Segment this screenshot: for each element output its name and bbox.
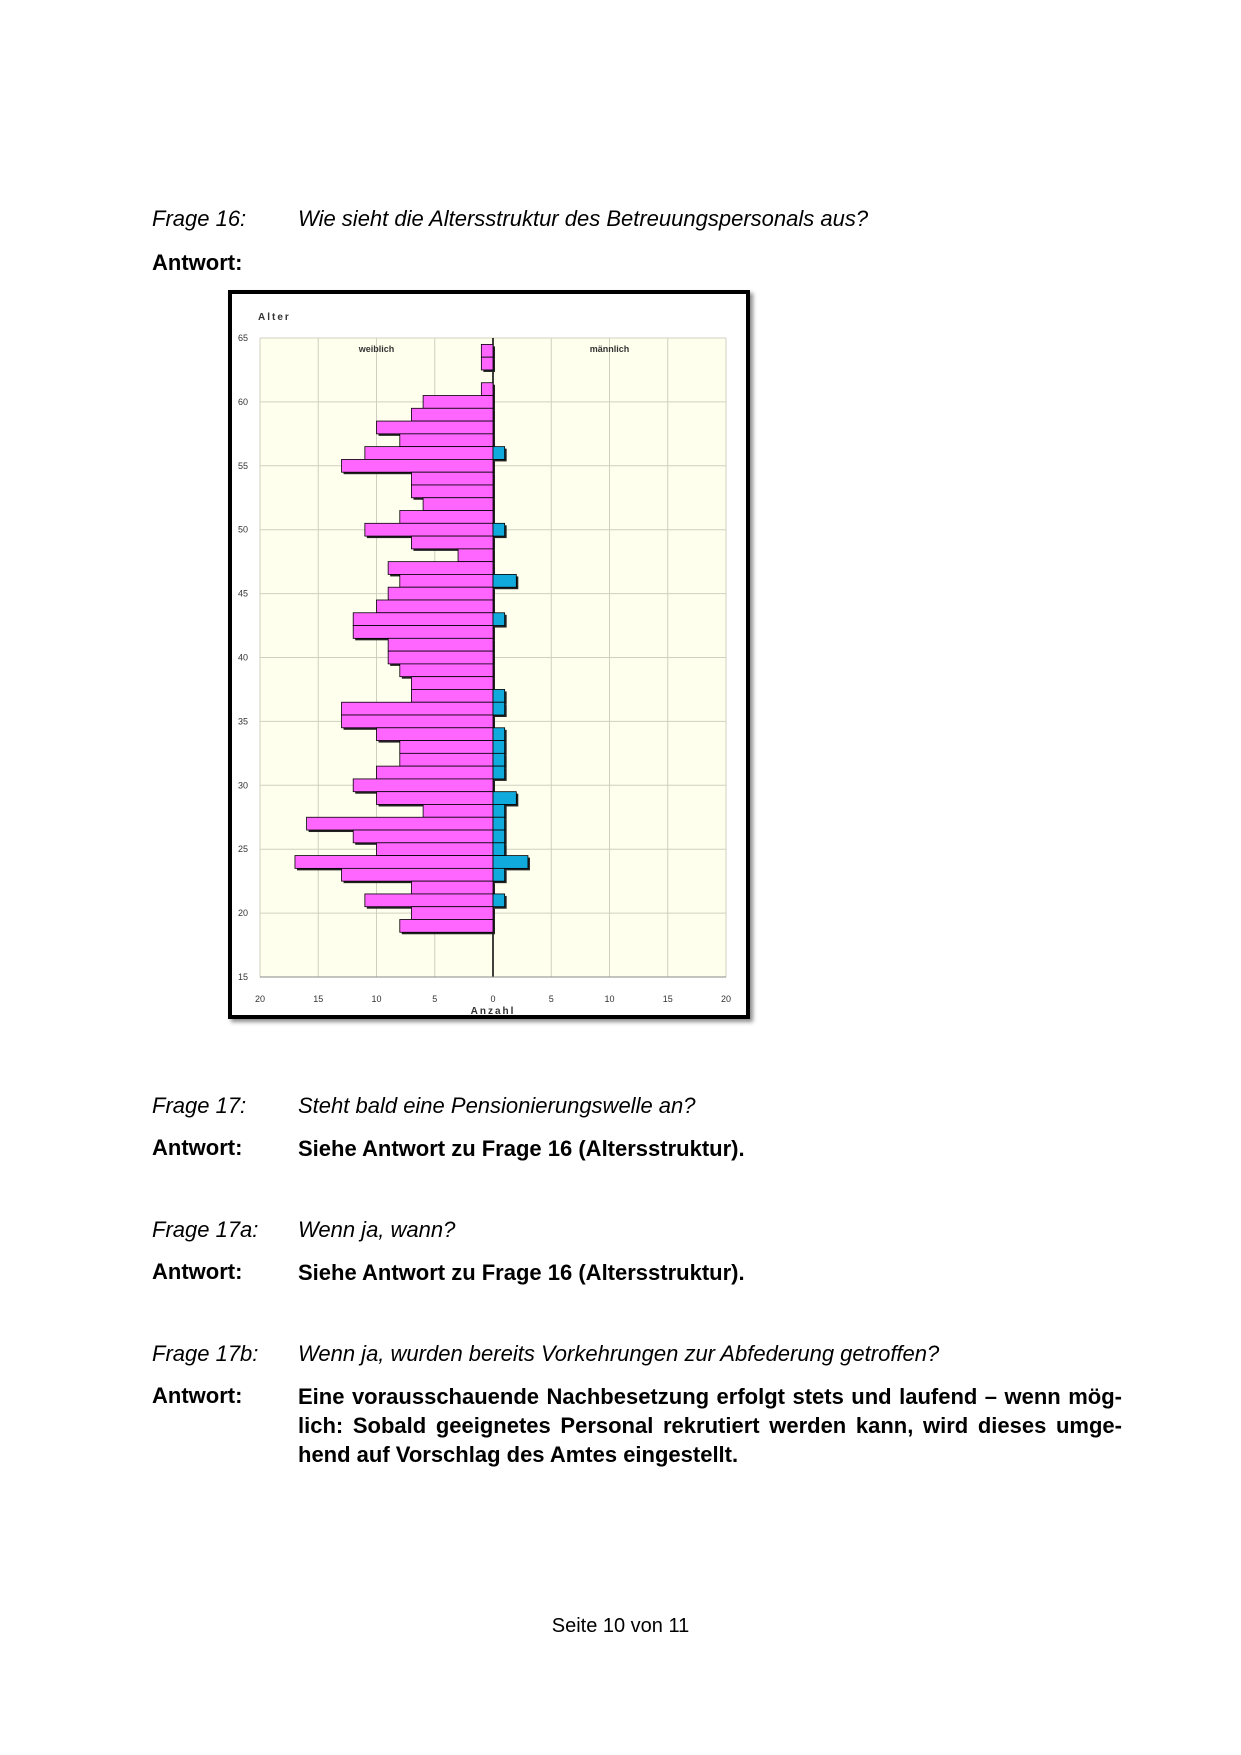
female-bar bbox=[377, 728, 494, 741]
female-bar bbox=[411, 907, 493, 920]
y-tick-label: 20 bbox=[238, 908, 249, 919]
male-bar bbox=[493, 753, 505, 766]
female-bar bbox=[365, 894, 493, 907]
question-17b-text: Wenn ja, wurden bereits Vorkehrungen zur Abfederung getroffen? bbox=[298, 1341, 940, 1366]
male-bar bbox=[493, 447, 505, 460]
female-bar bbox=[377, 421, 494, 434]
female-bar bbox=[342, 702, 493, 715]
female-bar bbox=[481, 357, 493, 370]
question-17-text: Steht bald eine Pensionierungswelle an? bbox=[298, 1093, 696, 1118]
x-tick-label: 20 bbox=[720, 994, 732, 1004]
question-17-label: Frage 17: bbox=[152, 1093, 247, 1118]
question-17b-label: Frage 17b: bbox=[152, 1341, 259, 1366]
male-bar bbox=[493, 689, 505, 702]
y-tick-label: 40 bbox=[238, 652, 249, 663]
answer-17a-text: Siehe Antwort zu Frage 16 (Altersstruktur). bbox=[298, 1260, 745, 1285]
female-bar bbox=[353, 779, 493, 792]
male-bar bbox=[493, 702, 505, 715]
male-bar bbox=[493, 574, 516, 587]
female-bar bbox=[377, 600, 494, 613]
female-bar bbox=[423, 396, 493, 409]
female-bar bbox=[353, 613, 493, 626]
female-bar bbox=[400, 434, 493, 447]
question-17a-label: Frage 17a: bbox=[152, 1217, 259, 1242]
female-bar bbox=[400, 511, 493, 524]
male-bar bbox=[493, 817, 505, 830]
female-bar bbox=[365, 523, 493, 536]
female-bar bbox=[400, 919, 493, 932]
female-bar bbox=[365, 447, 493, 460]
question-17a-text: Wenn ja, wann? bbox=[298, 1217, 456, 1242]
x-tick-label: 10 bbox=[604, 994, 615, 1004]
female-bar bbox=[481, 383, 493, 396]
y-tick-label: 15 bbox=[238, 972, 249, 982]
female-bar bbox=[400, 574, 493, 587]
x-tick-label: 5 bbox=[548, 994, 554, 1004]
male-side-label: männlich bbox=[589, 344, 630, 354]
age-pyramid-svg bbox=[232, 294, 746, 1015]
female-bar bbox=[423, 498, 493, 511]
male-bar bbox=[493, 830, 505, 843]
male-bar bbox=[493, 843, 505, 856]
female-bar bbox=[411, 536, 493, 549]
male-bar bbox=[493, 792, 516, 805]
answer-17a-label: Antwort: bbox=[152, 1259, 243, 1284]
female-bar bbox=[458, 549, 493, 562]
female-bar bbox=[411, 881, 493, 894]
answer-16-label: Antwort: bbox=[152, 250, 243, 275]
male-bar bbox=[493, 894, 505, 907]
y-tick-label: 25 bbox=[238, 844, 249, 855]
y-tick-label: 30 bbox=[238, 780, 249, 791]
female-side-label: weiblich bbox=[358, 344, 395, 354]
answer-17-text: Siehe Antwort zu Frage 16 (Altersstruktur). bbox=[298, 1136, 745, 1161]
male-bar bbox=[493, 728, 505, 741]
female-bar bbox=[411, 689, 493, 702]
female-bar bbox=[400, 741, 493, 754]
male-bar bbox=[493, 613, 505, 626]
female-bar bbox=[411, 408, 493, 421]
female-bar bbox=[388, 638, 493, 651]
female-bar bbox=[400, 664, 493, 677]
y-axis-title: Alter bbox=[258, 312, 291, 323]
female-bar bbox=[388, 562, 493, 575]
x-tick-label: 15 bbox=[662, 994, 673, 1004]
female-bar bbox=[307, 817, 493, 830]
female-bar bbox=[295, 856, 493, 869]
female-bar bbox=[388, 587, 493, 600]
female-bar bbox=[481, 344, 493, 357]
female-bar bbox=[342, 868, 493, 881]
x-axis-title: Anzahl bbox=[470, 1006, 516, 1015]
male-bar bbox=[493, 523, 505, 536]
male-bar bbox=[493, 741, 505, 754]
female-bar bbox=[342, 459, 493, 472]
x-tick-label: 5 bbox=[432, 994, 438, 1004]
male-bar bbox=[493, 766, 505, 779]
y-tick-label: 50 bbox=[238, 524, 249, 535]
male-bar bbox=[493, 868, 505, 881]
x-tick-label: 20 bbox=[254, 994, 266, 1004]
female-bar bbox=[411, 472, 493, 485]
x-tick-label: 15 bbox=[313, 994, 324, 1004]
female-bar bbox=[400, 753, 493, 766]
x-tick-label: 10 bbox=[371, 994, 382, 1004]
answer-17-label: Antwort: bbox=[152, 1135, 243, 1160]
y-tick-label: 60 bbox=[238, 396, 249, 407]
female-bar bbox=[377, 843, 494, 856]
female-bar bbox=[388, 651, 493, 664]
question-16-text: Wie sieht die Altersstruktur des Betreuungspersonals aus? bbox=[298, 206, 869, 231]
female-bar bbox=[353, 626, 493, 639]
y-tick-label: 35 bbox=[238, 716, 249, 727]
y-tick-label: 55 bbox=[238, 460, 249, 471]
male-bar bbox=[493, 804, 505, 817]
female-bar bbox=[377, 766, 494, 779]
male-bar bbox=[493, 856, 528, 869]
female-bar bbox=[342, 715, 493, 728]
female-bar bbox=[353, 830, 493, 843]
female-bar bbox=[377, 792, 494, 805]
question-16-label: Frage 16: bbox=[152, 206, 247, 231]
age-structure-chart bbox=[228, 290, 750, 1019]
female-bar bbox=[411, 677, 493, 690]
answer-17b-label: Antwort: bbox=[152, 1383, 243, 1408]
female-bar bbox=[411, 485, 493, 498]
y-tick-label: 65 bbox=[238, 333, 249, 343]
x-tick-label: 0 bbox=[490, 994, 496, 1004]
female-bar bbox=[423, 804, 493, 817]
answer-17b-text: Eine vorausschauende Nachbesetzung erfolgt stets und laufend – wenn mög-lich: Sobald geeignetes Personal rekrutiert werden kann, wird dieses umge-hend auf Vorschlag des Amtes eingestellt. bbox=[298, 1384, 1122, 1467]
page-number: Seite 10 von 11 bbox=[551, 1615, 690, 1637]
y-tick-label: 45 bbox=[238, 588, 249, 599]
